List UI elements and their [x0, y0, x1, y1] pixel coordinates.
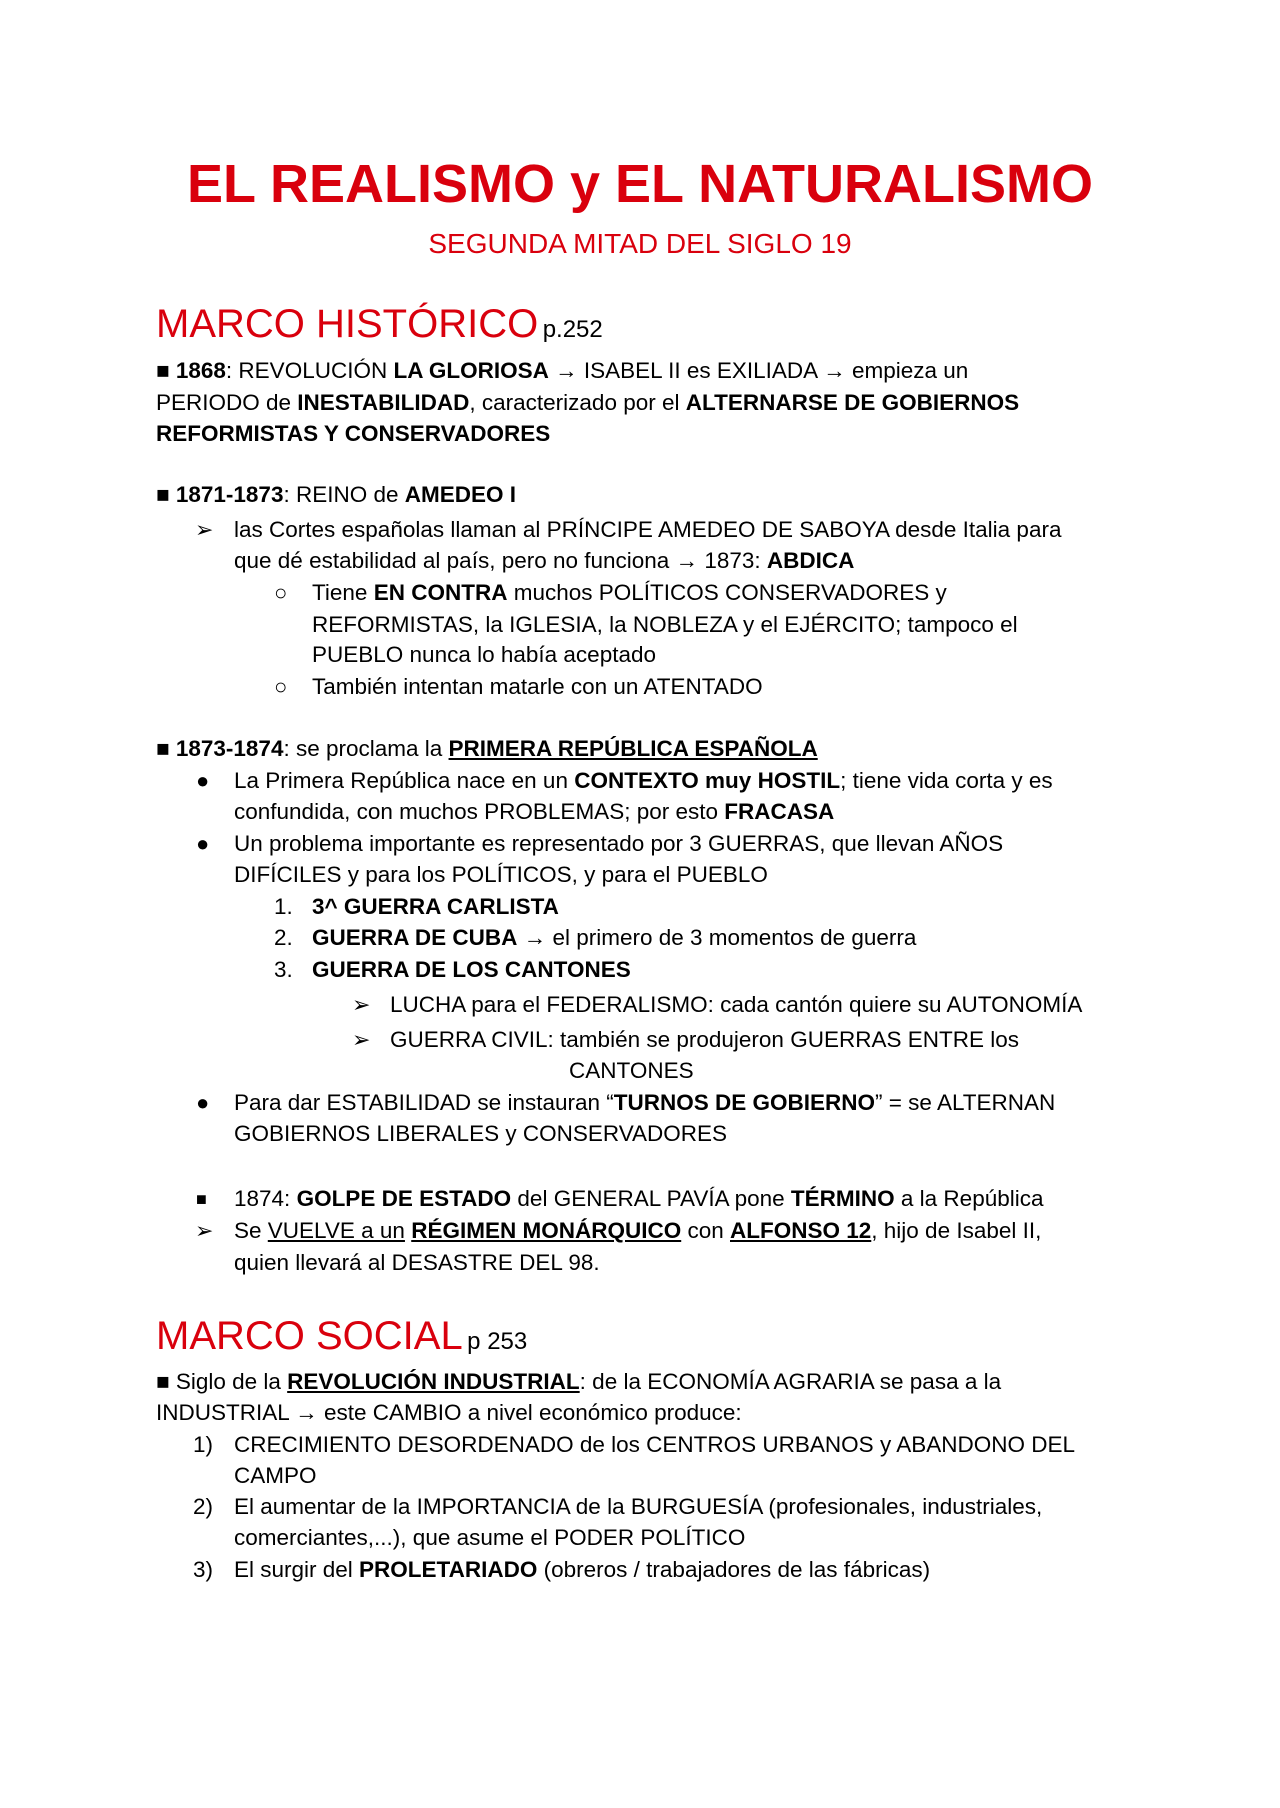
social-item-2-line-2: comerciantes,...), que asume el PODER POLÍTICO: [234, 1525, 746, 1550]
amedeo-sub-item-1-line-1: Tiene EN CONTRA muchos POLÍTICOS CONSERVADORES y: [312, 580, 947, 605]
amedeo-sub-item-1-line-2: REFORMISTAS, la IGLESIA, la NOBLEZA y el EJÉRCITO; tampoco el: [312, 612, 1018, 637]
cantones-item-2-line-2: CANTONES: [569, 1058, 694, 1083]
section-title: MARCO HISTÓRICO: [156, 302, 539, 346]
republica-item-3-line-2: GOBIERNOS LIBERALES y CONSERVADORES: [234, 1121, 728, 1146]
republica-item-3-line-1: Para dar ESTABILIDAD se instauran “TURNOS DE GOBIERNO” = se ALTERNAN: [234, 1090, 1056, 1115]
list-number: 2): [193, 1494, 214, 1519]
section-heading-social: [156, 1314, 527, 1367]
bullet-dot-icon: ●: [196, 768, 210, 793]
arrow-bullet-icon: ➢: [352, 992, 371, 1017]
republica-highlight: PRIMERA REPÚBLICA ESPAÑOLA: [448, 736, 818, 761]
square-bullet-icon: ■: [156, 1369, 170, 1394]
list-number: 1): [193, 1432, 214, 1457]
amedeo-sub-item-1-line-3: PUEBLO nunca lo había aceptado: [312, 642, 656, 667]
circle-bullet-icon: ○: [274, 580, 288, 605]
right-arrow-icon: →: [555, 358, 578, 383]
right-arrow-icon: →: [295, 1400, 318, 1425]
paragraph-1868-line-3: REFORMISTAS Y CONSERVADORES: [156, 421, 551, 446]
square-bullet-icon: ■: [156, 482, 170, 507]
amedeo-item-line-2: que dé estabilidad al país, pero no funciona → 1873: ABDICA: [234, 548, 855, 573]
guerra-item-1: 3^ GUERRA CARLISTA: [312, 894, 559, 919]
list-number: 3): [193, 1557, 214, 1582]
bullet-dot-icon: ●: [196, 831, 210, 856]
section-title: MARCO SOCIAL: [156, 1314, 463, 1358]
year-label: 1873-1874: [175, 736, 284, 761]
social-item-3: El surgir del PROLETARIADO (obreros / trabajadores de las fábricas): [234, 1557, 931, 1582]
list-number: 2.: [274, 925, 293, 950]
cantones-item-1: LUCHA para el FEDERALISMO: cada cantón quiere su AUTONOMÍA: [390, 992, 1083, 1017]
right-arrow-icon: →: [675, 548, 699, 573]
square-bullet-icon: ■: [156, 736, 170, 761]
page-subtitle: SEGUNDA MITAD DEL SIGLO 19: [428, 228, 852, 259]
year-label: 1868: [175, 358, 226, 383]
right-arrow-icon: →: [823, 358, 846, 383]
amedeo-sub-item-2: También intentan matarle con un ATENTADO: [312, 674, 763, 699]
page-title: EL REALISMO y EL NATURALISMO: [186, 154, 1094, 214]
monarquia-line-1: Se VUELVE a un RÉGIMEN MONÁRQUICO con ALFONSO 12, hijo de Isabel II,: [234, 1218, 1042, 1243]
section-heading-historico: [156, 302, 603, 355]
guerra-item-2: GUERRA DE CUBA → el primero de 3 momentos de guerra: [312, 925, 917, 950]
year-label: 1871-1873: [175, 482, 284, 507]
republica-item-1-line-2: confundida, con muchos PROBLEMAS; por esto FRACASA: [234, 799, 835, 824]
arrow-bullet-icon: ➢: [352, 1027, 371, 1052]
right-arrow-icon: →: [523, 925, 547, 950]
social-item-1-line-2: CAMPO: [234, 1463, 317, 1488]
paragraph-1868-line-2: PERIODO de INESTABILIDAD, caracterizado por el ALTERNARSE DE GOBIERNOS: [156, 390, 1020, 415]
republica-item-2-line-1: Un problema importante es representado por 3 GUERRAS, que llevan AÑOS: [234, 831, 1004, 856]
social-item-2-line-1: El aumentar de la IMPORTANCIA de la BURGUESÍA (profesionales, industriales,: [234, 1494, 1043, 1519]
bullet-dot-icon: ●: [196, 1090, 210, 1115]
republica-item-2-line-2: DIFÍCILES y para los POLÍTICOS, y para el PUEBLO: [234, 862, 768, 887]
square-bullet-icon: ■: [156, 358, 170, 383]
social-item-1-line-1: CRECIMIENTO DESORDENADO de los CENTROS URBANOS y ABANDONO DEL: [234, 1432, 1075, 1457]
social-intro-line-2: INDUSTRIAL → este CAMBIO a nivel económico produce:: [156, 1400, 742, 1425]
paragraph-1871-heading: ■ 1871-1873: REINO de AMEDEO I: [156, 482, 517, 507]
social-intro-line-1: ■ Siglo de la REVOLUCIÓN INDUSTRIAL: de la ECONOMÍA AGRARIA se pasa a la: [156, 1369, 1002, 1394]
republica-item-1-line-1: La Primera República nace en un CONTEXTO muy HOSTIL; tiene vida corta y es: [234, 768, 1053, 793]
golpe-line: 1874: GOLPE DE ESTADO del GENERAL PAVÍA pone TÉRMINO a la República: [234, 1186, 1044, 1211]
amedeo-item-line-1: las Cortes españolas llaman al PRÍNCIPE AMEDEO DE SABOYA desde Italia para: [234, 517, 1062, 542]
monarquia-line-2: quien llevará al DESASTRE DEL 98.: [234, 1250, 600, 1275]
paragraph-1873-heading: ■ 1873-1874: se proclama la PRIMERA REPÚBLICA ESPAÑOLA: [156, 736, 818, 761]
list-number: 3.: [274, 957, 293, 982]
cantones-item-2-line-1: GUERRA CIVIL: también se produjeron GUERRAS ENTRE los: [390, 1027, 1019, 1052]
arrow-bullet-icon: ➢: [195, 517, 214, 542]
section-page-ref: p 253: [467, 1328, 528, 1355]
guerra-item-3: GUERRA DE LOS CANTONES: [312, 957, 631, 982]
circle-bullet-icon: ○: [274, 674, 288, 699]
square-bullet-icon: ■: [196, 1189, 207, 1209]
list-number: 1.: [274, 894, 293, 919]
arrow-bullet-icon: ➢: [195, 1218, 214, 1243]
paragraph-1868-line-1: ■ 1868: REVOLUCIÓN LA GLORIOSA → ISABEL II es EXILIADA → empieza un: [156, 358, 969, 383]
section-page-ref: p.252: [542, 316, 603, 343]
